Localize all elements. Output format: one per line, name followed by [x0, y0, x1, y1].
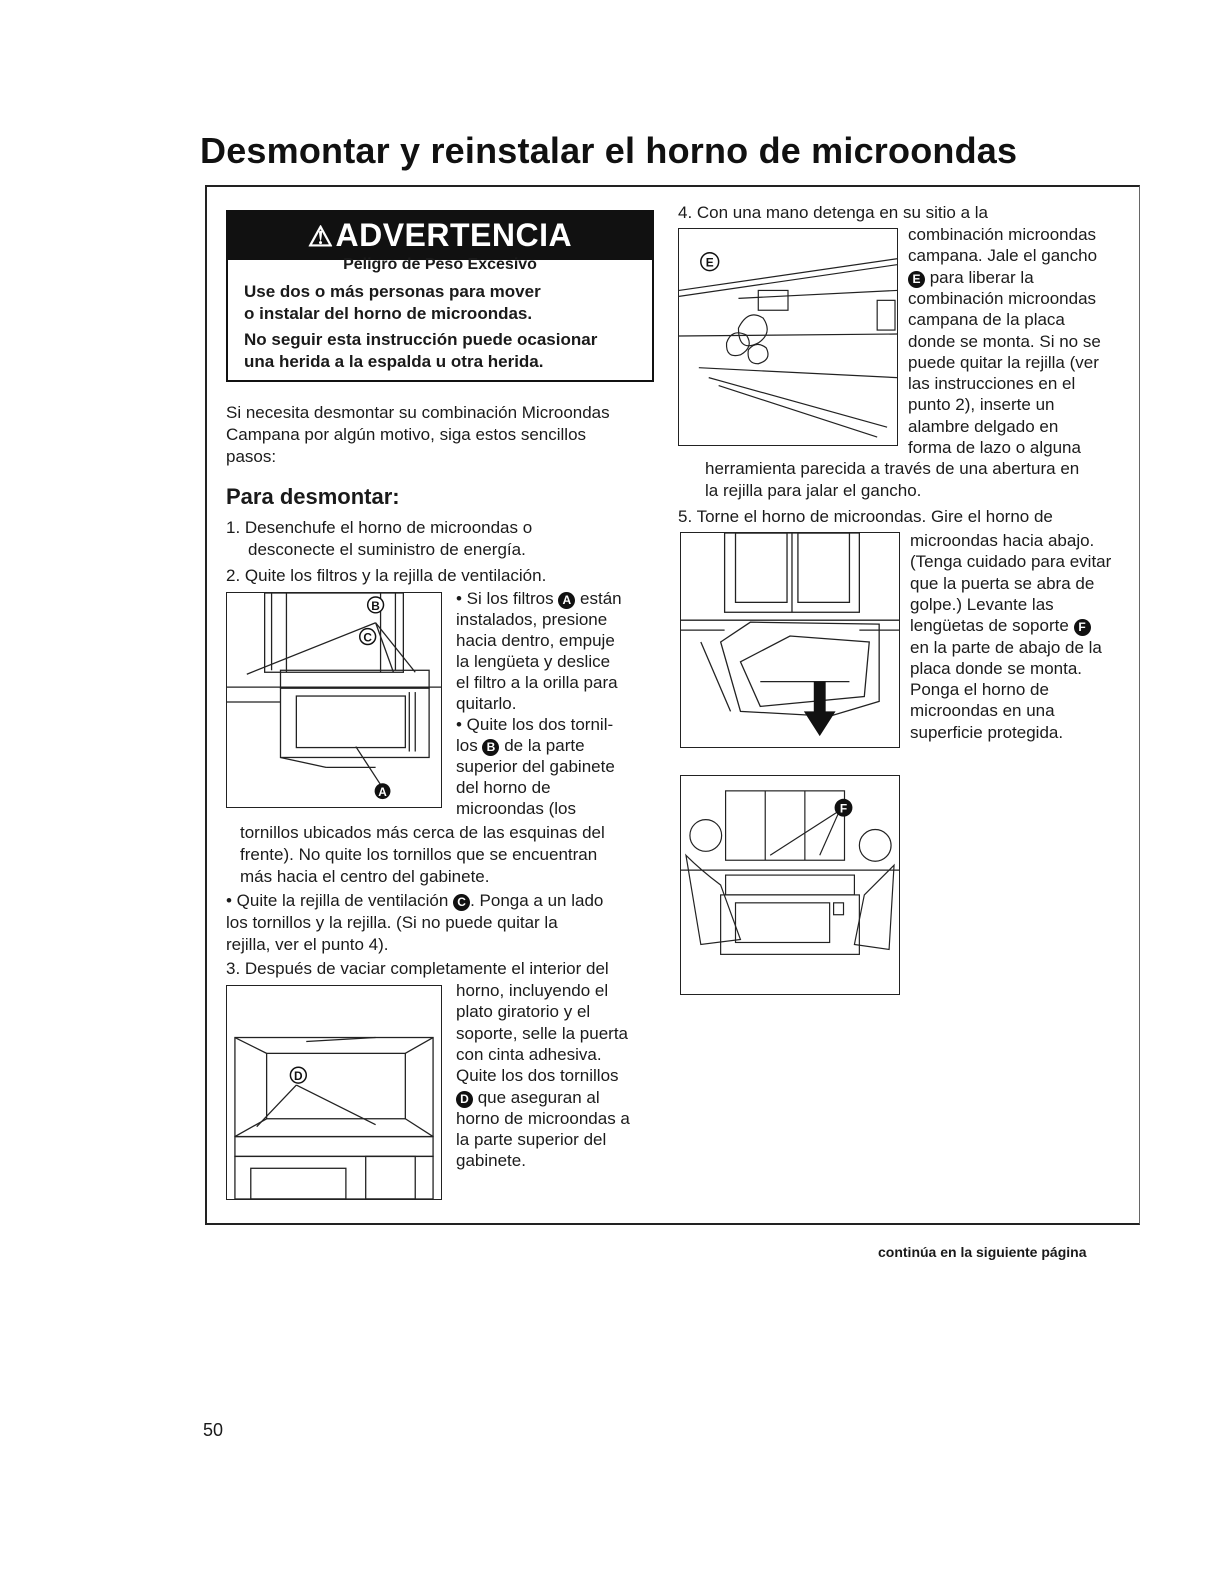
- text-line: [456, 714, 613, 735]
- text-line: [456, 1001, 590, 1022]
- text-line: [456, 1087, 600, 1108]
- step2-wrap-line: tornillos ubicados más cerca de las esquinas del: [240, 823, 605, 842]
- line-text: la lengüeta y deslice: [456, 652, 611, 671]
- line-text: del horno de: [456, 778, 551, 797]
- line-text: horno de microondas a: [456, 1108, 630, 1128]
- callout-badge-icon: C: [453, 894, 470, 911]
- text-line: [226, 912, 558, 933]
- line-text: lengüetas de soporte: [910, 616, 1074, 636]
- figure-two-person-lift: [680, 775, 900, 995]
- figure-interior-screws: [226, 985, 442, 1200]
- callout-badge-icon: A: [558, 592, 575, 609]
- text-line: [910, 637, 1102, 658]
- text-line: [456, 1108, 630, 1129]
- intro-line: Si necesita desmontar su combinación Microondas: [226, 403, 610, 422]
- text-line: [910, 722, 1063, 743]
- text-line: [908, 267, 1034, 288]
- line-text: combinación microondas: [908, 225, 1097, 244]
- callout-e-label: E: [705, 255, 714, 270]
- figure-interior-screws-drawing: [227, 986, 441, 1199]
- step5-intro: 5. Torne el horno de microondas. Gire el horno de: [678, 507, 1053, 526]
- intro-line: pasos:: [226, 447, 277, 466]
- line-text: forma de lazo o alguna: [908, 438, 1081, 457]
- step2-wrap-line: más hacia el centro del gabinete.: [240, 867, 490, 886]
- figure-tilt-oven-drawing: [681, 533, 899, 747]
- text-line: [908, 437, 1081, 458]
- line-text: • Si los filtros: [456, 589, 559, 608]
- warning-header: [226, 210, 654, 260]
- text-line: [908, 331, 1101, 352]
- text-line: [908, 288, 1096, 309]
- line-text: • Quite la rejilla de ventilación: [226, 891, 454, 910]
- text-line: [456, 1044, 602, 1065]
- line-text: donde se monta. Si no se: [908, 331, 1101, 351]
- line-text: soporte, selle la puerta: [456, 1023, 628, 1043]
- text-line: [226, 890, 603, 911]
- line-text: con cinta adhesiva.: [456, 1044, 602, 1064]
- line-text: que aseguran al: [473, 1087, 600, 1107]
- callout-badge-icon: B: [482, 739, 499, 756]
- figure-filters-screws: [226, 592, 442, 808]
- text-line: [456, 1023, 628, 1044]
- text-line: [456, 1065, 619, 1086]
- text-line: [910, 615, 1091, 636]
- text-line: [456, 777, 551, 798]
- line-text: la parte superior del: [456, 1130, 607, 1150]
- step2-intro: 2. Quite los filtros y la rejilla de ventilación.: [226, 566, 547, 585]
- text-line: [910, 700, 1055, 721]
- callout-f-label: F: [839, 801, 848, 816]
- line-text: rejilla, ver el punto 4).: [226, 935, 389, 954]
- text-line: [908, 309, 1065, 330]
- line-text: horno, incluyendo el: [456, 981, 609, 1000]
- line-text: superior del gabinete: [456, 757, 615, 776]
- line-text: para liberar la: [925, 267, 1034, 287]
- line-text: punto 2), inserte un: [908, 395, 1055, 415]
- text-line: [456, 1129, 606, 1150]
- line-text: los: [456, 736, 483, 755]
- warning-line: una herida a la espalda u otra herida.: [244, 352, 544, 371]
- text-line: [456, 798, 576, 819]
- text-line: [910, 530, 1094, 551]
- line-text: combinación microondas: [908, 288, 1097, 308]
- step1-line: 1. Desenchufe el horno de microondas o: [226, 518, 533, 537]
- warning-triangle-icon: ⚠: [307, 221, 334, 252]
- page-number: 50: [203, 1420, 224, 1440]
- text-line: [910, 594, 1054, 615]
- step4-intro: 4. Con una mano detenga en su sitio a la: [678, 203, 988, 222]
- text-line: [456, 693, 516, 714]
- line-text: campana. Jale el gancho: [908, 246, 1098, 266]
- line-text: el filtro a la orilla para: [456, 673, 618, 692]
- callout-badge-icon: F: [1074, 619, 1091, 636]
- page-title: Desmontar y reinstalar el horno de microondas: [200, 130, 1018, 171]
- warning-line: No seguir esta instrucción puede ocasionar: [244, 330, 598, 349]
- line-text: hacia dentro, empuje: [456, 631, 615, 650]
- text-line: [456, 980, 608, 1001]
- line-text: microondas (los: [456, 799, 576, 818]
- warning-line: o instalar del horno de microondas.: [244, 304, 533, 323]
- line-text: microondas en una: [910, 701, 1055, 721]
- line-text: (Tenga cuidado para evitar: [910, 552, 1112, 572]
- step1-line: desconecte el suministro de energía.: [248, 540, 526, 559]
- step3-intro: 3. Después de vaciar completamente el interior del: [226, 959, 609, 978]
- line-text: superficie protegida.: [910, 722, 1064, 742]
- text-line: [908, 224, 1096, 245]
- line-text: los tornillos y la rejilla. (Si no puede quitar la: [226, 913, 558, 932]
- text-line: [910, 551, 1111, 572]
- text-line: [456, 756, 615, 777]
- line-text: . Ponga a un lado: [470, 891, 604, 910]
- text-line: [908, 394, 1054, 415]
- line-text: las instrucciones en el: [908, 374, 1076, 394]
- line-text: de la parte: [499, 736, 585, 755]
- warning-header-text: ADVERTENCIA: [335, 217, 573, 253]
- section-heading: Para desmontar:: [226, 484, 400, 509]
- step2-wrap-line: frente). No quite los tornillos que se encuentran: [240, 845, 598, 864]
- continue-note: continúa en la siguiente página: [878, 1244, 1087, 1260]
- line-text: campana de la placa: [908, 310, 1065, 330]
- callout-d-label: D: [294, 1069, 303, 1084]
- line-text: alambre delgado en: [908, 416, 1059, 436]
- line-text: plato giratorio y el: [456, 1002, 591, 1022]
- callout-badge-icon: E: [908, 271, 925, 288]
- text-line: [456, 735, 585, 756]
- line-text: • Quite los dos tornil-: [456, 715, 614, 734]
- text-line: [456, 672, 618, 693]
- line-text: están: [575, 589, 622, 608]
- line-text: Ponga el horno de: [910, 680, 1049, 700]
- line-text: puede quitar la rejilla (ver: [908, 352, 1099, 372]
- text-line: [910, 573, 1094, 594]
- line-text: gabinete.: [456, 1151, 526, 1171]
- line-text: quitarlo.: [456, 694, 517, 713]
- figure-release-hook: [678, 228, 898, 446]
- intro-line: Campana por algún motivo, siga estos sencillos: [226, 425, 587, 444]
- callout-a-label: A: [378, 785, 387, 800]
- text-line: [456, 588, 622, 609]
- callout-c-label: C: [363, 630, 372, 645]
- line-text: Quite los dos tornillos: [456, 1066, 619, 1086]
- figure-release-hook-drawing: [679, 229, 897, 445]
- text-line: [456, 609, 607, 630]
- text-line: [908, 245, 1097, 266]
- line-text: golpe.) Levante las: [910, 594, 1054, 614]
- figure-filters-screws-drawing: [227, 593, 441, 807]
- warning-subtitle: Peligro de Peso Excesivo: [343, 256, 537, 273]
- text-line: [226, 934, 389, 955]
- text-line: [908, 352, 1099, 373]
- figure-two-person-lift-drawing: [681, 776, 899, 994]
- text-line: [910, 658, 1082, 679]
- text-line: [456, 630, 615, 651]
- text-line: [456, 1150, 526, 1171]
- callout-b-label: B: [371, 598, 380, 613]
- figure-tilt-oven: [680, 532, 900, 748]
- callout-badge-icon: D: [456, 1091, 473, 1108]
- line-text: placa donde se monta.: [910, 658, 1083, 678]
- line-text: en la parte de abajo de la: [910, 637, 1102, 657]
- text-line: [908, 416, 1058, 437]
- step4-wrap-line: la rejilla para jalar el gancho.: [705, 481, 922, 500]
- line-text: instalados, presione: [456, 610, 608, 629]
- warning-line: Use dos o más personas para mover: [244, 282, 541, 301]
- step4-wrap-line: herramienta parecida a través de una abertura en: [705, 459, 1080, 478]
- line-text: que la puerta se abra de: [910, 573, 1095, 593]
- text-line: [456, 651, 610, 672]
- text-line: [908, 373, 1075, 394]
- down-arrow-icon: [804, 682, 836, 736]
- line-text: microondas hacia abajo.: [910, 531, 1095, 550]
- text-line: [910, 679, 1049, 700]
